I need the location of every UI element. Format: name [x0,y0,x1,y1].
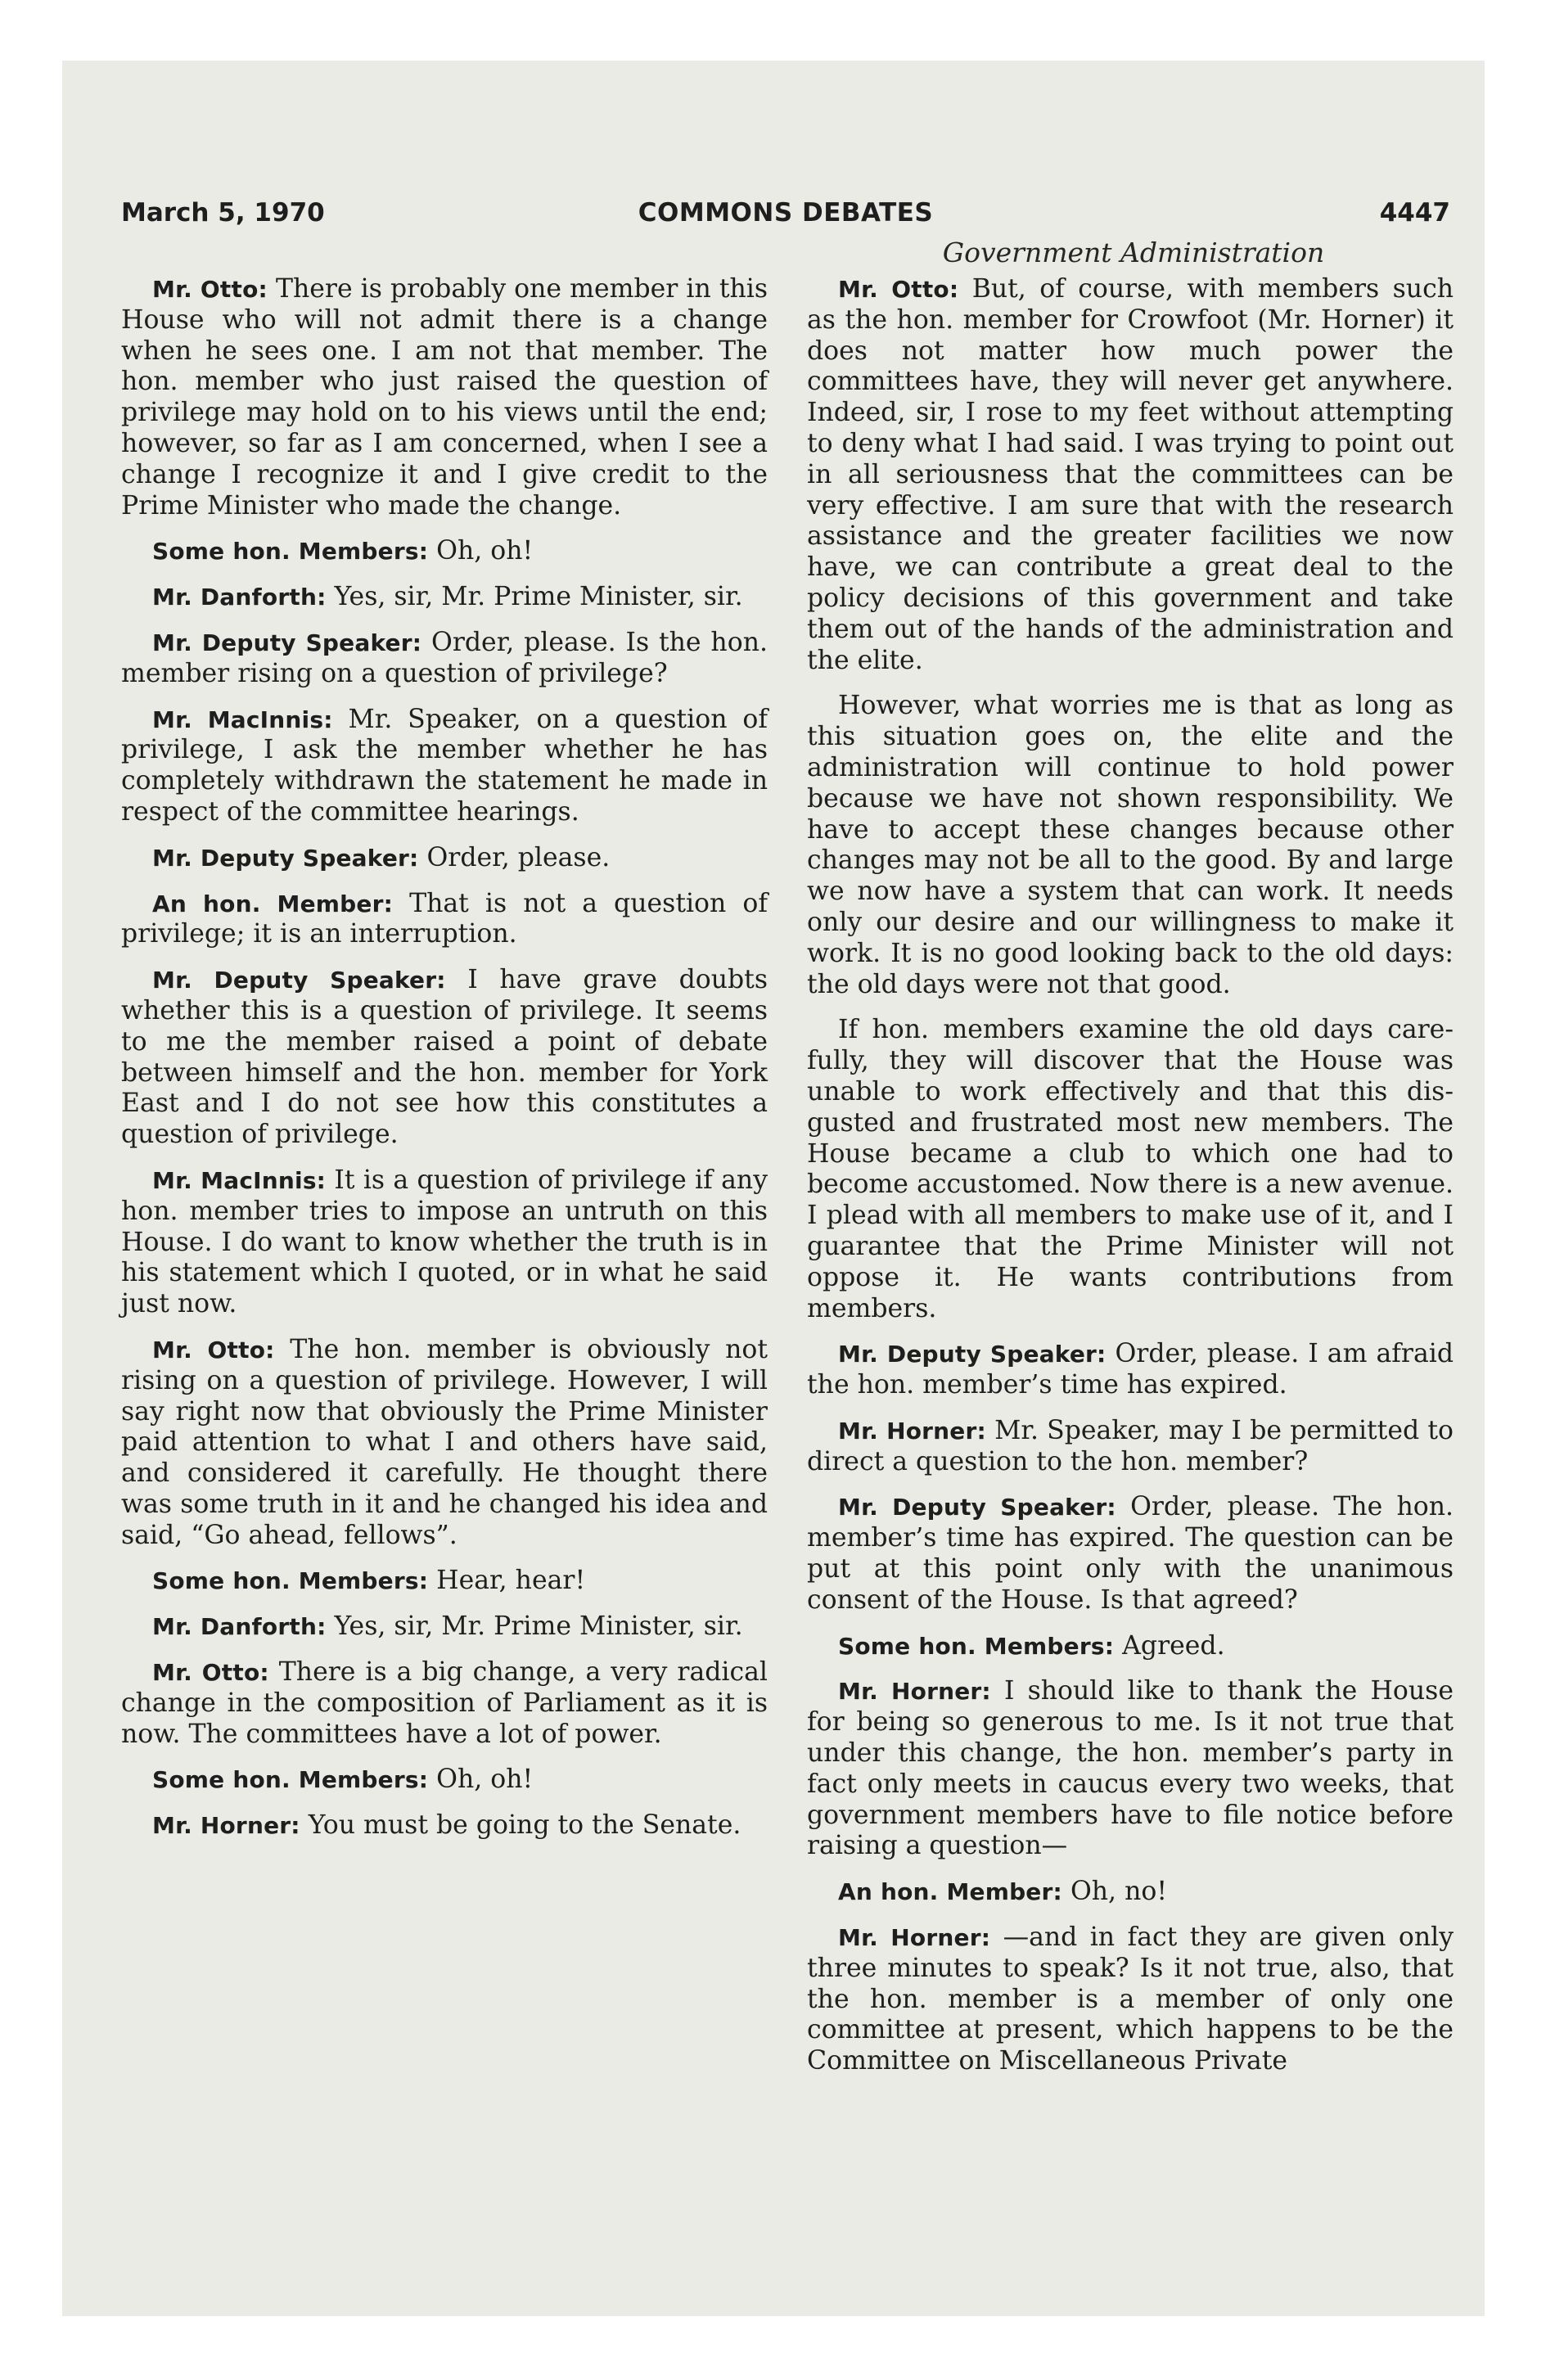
speech-text: Oh, oh! [436,536,534,566]
left-column [121,274,768,1856]
debate-paragraph [807,1015,1454,1324]
speaker-name: Mr. Deputy Speaker: [152,629,422,656]
right-column [807,274,1454,2092]
speaker-name: Mr. Otto: [152,276,268,303]
speech-text: If hon. members examine the old days carefully, they will discover that the House was unable to work effectively and that this disgusted and frustrated most new members. The House became a club to which one had to become accustomed. Now there is a new avenue. I plead with all members to make use of it, and I guarantee that the Prime Minister will not oppose it. He wants contributions from members. [807,1015,1454,1323]
speech-text: Hear, hear! [436,1566,586,1596]
speaker-name: Mr. Danforth: [152,584,327,611]
debate-paragraph [121,1165,768,1320]
speech-text: It is a question of privilege if any hon. member tries to impose an untruth on this House. I do want to know whether the truth is in his statement which I quoted, or in what he said just now. [121,1165,768,1319]
debate-paragraph [807,1631,1454,1662]
speaker-name: Mr. Deputy Speaker: [838,1494,1116,1521]
speaker-name: Mr. Otto: [152,1659,269,1687]
speech-text: Order, please. I am afraid the hon. member’s time has expired. [807,1339,1454,1400]
debate-paragraph [121,843,768,874]
speech-text: I should like to thank the House for being so generous to me. Is it not true that under this change, the hon. member’s party in fact only meets in caucus every two weeks, that government members have to file notice before raising a question— [807,1676,1454,1861]
speaker-name: Mr. Otto: [152,1336,275,1364]
debate-paragraph [121,1335,768,1552]
debate-paragraph [121,274,768,521]
header-page-number: 4447 [1379,198,1450,228]
debate-paragraph [807,1416,1454,1478]
header-date: March 5, 1970 [121,198,325,228]
speaker-name: Some hon. Members: [152,538,429,566]
speech-text: —and in fact they are given only three minutes to speak? Is it not true, also, that the hon. member is a member of only one committee at present, which happens to be the Committee on Miscellaneous Private [807,1922,1454,2076]
speech-text: Order, please. [426,842,611,872]
debate-paragraph [121,628,768,690]
speech-text: You must be going to the Senate. [308,1810,741,1841]
debate-paragraph [807,1339,1454,1401]
debate-paragraph [807,1492,1454,1616]
speech-text: That is not a question of privilege; it is an interruption. [121,888,768,949]
debate-paragraph [121,1765,768,1796]
speech-text: There is probably one member in this House who will not admit there is a change when he sees one. I am not that member. The hon. member who just raised the question of privilege may hold on to his views until the end; however, so far as I am concerned, when I see a change I recognize it and I give credit to the Prime Minister who made the change. [121,274,768,521]
speech-text: However, what worries me is that as long as this situation goes on, the elite and the administration will continue to hold power because we have not shown responsibility. We have to accept these changes because other changes may not be all to the good. By and large we now have a system that can work. It needs only our desire and our willingness to make it work. It is no good looking back to the old days: the old days were not that good. [807,691,1454,999]
speech-text: Oh, oh! [436,1765,534,1795]
speaker-name: Mr. Horner: [838,1417,986,1445]
speaker-name: Mr. Horner: [152,1812,300,1840]
speech-text: The hon. member is obviously not rising on a question of privilege. However, I will say right now that obviously the Prime Minister paid attention to what I and others have said, and considered it carefully. He thought there was some truth in it and he changed his idea and said, “Go ahead, fellows”. [121,1334,768,1550]
speaker-name: Mr. Deputy Speaker: [152,844,419,872]
debate-paragraph [121,1611,768,1643]
speech-text: Yes, sir, Mr. Prime Minister, sir. [334,582,743,612]
speaker-name: An hon. Member: [838,1878,1062,1906]
debate-paragraph [807,274,1454,676]
header-title: COMMONS DEBATES [638,198,934,228]
debate-paragraph [121,1657,768,1750]
debate-paragraph [121,582,768,613]
speaker-name: Some hon. Members: [152,1766,429,1794]
speaker-name: Some hon. Members: [838,1632,1115,1660]
speech-text: There is a big change, a very radical change in the composition of Parliament as it is now. The committees have a lot of power. [121,1657,768,1749]
speech-text: Oh, no! [1070,1877,1167,1907]
speech-text: Order, please. Is the hon. member rising on a question of privilege? [121,627,768,688]
debate-paragraph [121,889,768,951]
speaker-name: Mr. Deputy Speaker: [152,967,446,994]
speech-text: Order, please. The hon. member’s time has expired. The question can be put at this point only with the unanimous consent of the House. Is that agreed? [807,1492,1454,1615]
speaker-name: Mr. Otto: [838,276,959,303]
speaker-name: Some hon. Members: [152,1567,429,1595]
speech-text: Yes, sir, Mr. Prime Minister, sir. [334,1611,743,1642]
speech-text: Mr. Speaker, may I be permitted to direct a question to the hon. member? [807,1415,1454,1476]
debate-paragraph [121,705,768,828]
speech-text: Mr. Speaker, on a question of privilege, I ask the member whether he has completely withdrawn the statement he made in respect of the committee hearings. [121,704,768,827]
debate-paragraph [121,965,768,1151]
debate-paragraph [807,1922,1454,2077]
debate-paragraph [121,536,768,567]
speaker-name: Mr. MacInnis: [152,1166,327,1194]
page-header [121,198,1450,234]
debate-paragraph [121,1810,768,1841]
speech-text: But, of course, with members such as the hon. member for Crowfoot (Mr. Horner) it does not matter how much power the committees have, they will never get anywhere. Indeed, sir, I rose to my feet without attempting to deny what I had said. I was trying to point out in all seriousness that the committees can be very effective. I am sure that with the research assistance and the greater facilities we now have, we can contribute a great deal to the policy decisions of this government and take them out of the hands of the administration and the elite. [807,274,1454,675]
speaker-name: An hon. Member: [152,890,394,917]
speaker-name: Mr. MacInnis: [152,705,333,733]
speaker-name: Mr. Horner: [838,1678,991,1706]
debate-paragraph [807,691,1454,1000]
debate-paragraph [807,1676,1454,1862]
speaker-name: Mr. Danforth: [152,1613,327,1641]
debate-paragraph [807,1877,1454,1908]
section-subheading: Government Administration [942,237,1325,268]
speech-text: Agreed. [1122,1630,1225,1661]
speaker-name: Mr. Deputy Speaker: [838,1341,1107,1368]
speaker-name: Mr. Horner: [838,1924,991,1952]
debate-paragraph [121,1566,768,1597]
speech-text: I have grave doubts whether this is a question of privilege. It seems to me the member raised a point of debate between himself and the hon. member for York East and I do not see how this constitutes a question of privilege. [121,965,768,1150]
